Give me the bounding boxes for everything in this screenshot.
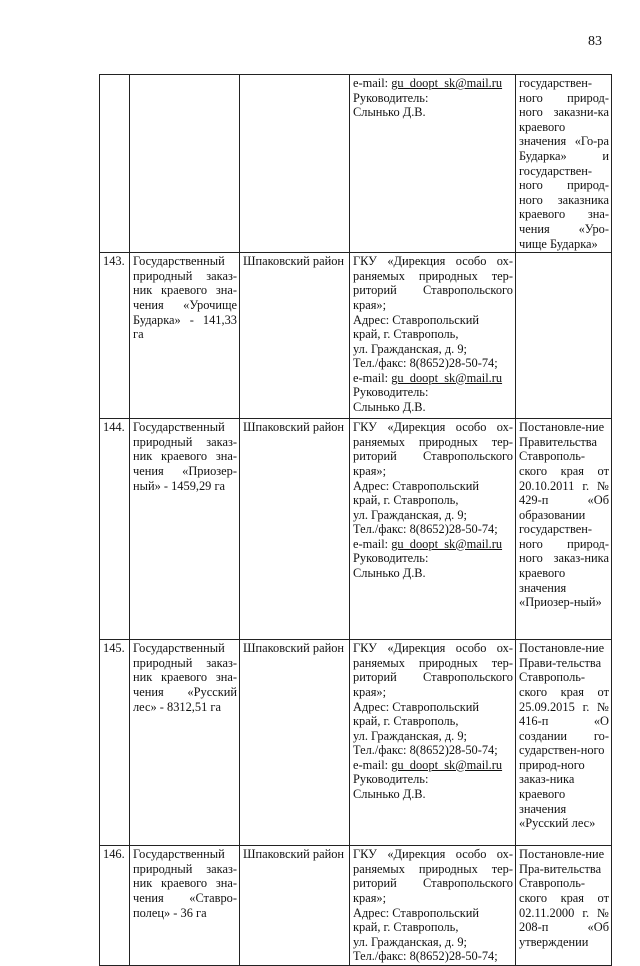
- district: Шпаковский район: [240, 419, 350, 640]
- address-line: Адрес: Ставропольский: [353, 478, 479, 493]
- head-label: Руководитель:: [353, 772, 429, 787]
- cell-organization: [350, 419, 516, 640]
- district: Шпаковский район: [240, 846, 350, 966]
- email-line: [353, 758, 513, 773]
- reserve-name: Государственный природный заказ-ник краевого зна-чения «Ставро-полец» - 36 га: [130, 846, 240, 966]
- reserve-name: Государственный природный заказ-ник краевого зна-чения «Приозер-ный» - 1459,29 га: [130, 419, 240, 640]
- address-line: край, г. Ставрополь,: [353, 493, 459, 508]
- head-name: Слынько Д.В.: [353, 787, 426, 802]
- organization-name: ГКУ «Дирекция особо ох-раняемых природных тер-риторий Ставропольского края»;: [353, 641, 513, 699]
- address-line: ул. Гражданская, д. 9;: [353, 728, 467, 743]
- email-prefix: e-mail:: [353, 536, 392, 551]
- row-number: 146.: [100, 846, 130, 966]
- email-link[interactable]: gu_doopt_sk@mail.ru: [391, 757, 503, 772]
- cell-organization: [350, 253, 516, 419]
- address-line: ул. Гражданская, д. 9;: [353, 507, 467, 522]
- phone-line: Тел./факс: 8(8652)28-50-74;: [353, 949, 498, 964]
- address-line: ул. Гражданская, д. 9;: [353, 934, 467, 949]
- email-link[interactable]: gu_doopt_sk@mail.ru: [391, 536, 503, 551]
- address-line: край, г. Ставрополь,: [353, 714, 459, 729]
- table-row-continuation: [100, 75, 612, 253]
- row-number: 145.: [100, 640, 130, 846]
- cell-name: [130, 75, 240, 253]
- district: Шпаковский район: [240, 253, 350, 419]
- address-line: Адрес: Ставропольский: [353, 699, 479, 714]
- reserve-name: Государственный природный заказ-ник краевого зна-чения «Урочище Бударка» - 141,33 га: [130, 253, 240, 419]
- phone-line: Тел./факс: 8(8652)28-50-74;: [353, 743, 498, 758]
- head-name: Слынько Д.В.: [353, 566, 426, 581]
- cell-document: Постановле-ние Правительства Ставрополь-ского края от 20.10.2011 г. № 429-п «Об образовании государствен-ного природ-ного заказ-ника краевого значения «Приозер-ный»: [516, 419, 612, 640]
- table-row: [100, 419, 612, 640]
- email-prefix: e-mail:: [353, 76, 392, 90]
- table-row: [100, 846, 612, 966]
- email-link[interactable]: gu_doopt_sk@mail.ru: [391, 370, 503, 385]
- address-line: край, г. Ставрополь,: [353, 327, 459, 342]
- row-number: 143.: [100, 253, 130, 419]
- cell-document: Постановле-ние Прави-тельства Ставрополь-ского края от 25.09.2015 г. № 416-п «О создании го-сударствен-ного природ-ного заказ-ника краевого значения «Русский лес»: [516, 640, 612, 846]
- email-line: [353, 371, 513, 386]
- address-line: Адрес: Ставропольский: [353, 312, 479, 327]
- address-line: Адрес: Ставропольский: [353, 905, 479, 920]
- phone-line: Тел./факс: 8(8652)28-50-74;: [353, 356, 498, 371]
- row-number: 144.: [100, 419, 130, 640]
- email-line: [353, 537, 513, 552]
- organization-name: ГКУ «Дирекция особо ох-раняемых природных тер-риторий Ставропольского края»;: [353, 254, 513, 312]
- email-prefix: e-mail:: [353, 370, 392, 385]
- cell-organization: [350, 640, 516, 846]
- organization-name: ГКУ «Дирекция особо ох-раняемых природных тер-риторий Ставропольского края»;: [353, 420, 513, 478]
- table-row: [100, 253, 612, 419]
- district: Шпаковский район: [240, 640, 350, 846]
- reserve-name: Государственный природный заказ-ник краевого зна-чения «Русский лес» - 8312,51 га: [130, 640, 240, 846]
- registry-table: [99, 74, 612, 966]
- organization-name: ГКУ «Дирекция особо ох-раняемых природных тер-риторий Ставропольского края»;: [353, 847, 513, 905]
- cell-document: Постановле-ние Пра-вительства Ставрополь-ского края от 02.11.2000 г. № 208-п «Об утверждении: [516, 846, 612, 966]
- cell-organization: [350, 75, 516, 253]
- head-name: Слынько Д.В.: [353, 400, 426, 415]
- page-number: 83: [588, 34, 602, 49]
- head-label: Руководитель:: [353, 90, 429, 105]
- table-row: [100, 640, 612, 846]
- email-line: [353, 76, 513, 91]
- email-prefix: e-mail:: [353, 757, 392, 772]
- email-link[interactable]: gu_doopt_sk@mail.ru: [391, 76, 503, 90]
- cell-document: государствен-ного природ-ного заказни-ка краевого значения «Го-ра Бударка» и государствен-ного природ-ного заказника краевого зна-чения «Уро-чище Бударка»: [516, 75, 612, 253]
- cell-organization: [350, 846, 516, 966]
- address-line: край, г. Ставрополь,: [353, 920, 459, 935]
- head-label: Руководитель:: [353, 551, 429, 566]
- cell-district: [240, 75, 350, 253]
- cell-number: [100, 75, 130, 253]
- cell-document: [516, 253, 612, 419]
- address-line: ул. Гражданская, д. 9;: [353, 341, 467, 356]
- head-name: Слынько Д.В.: [353, 105, 426, 120]
- phone-line: Тел./факс: 8(8652)28-50-74;: [353, 522, 498, 537]
- head-label: Руководитель:: [353, 385, 429, 400]
